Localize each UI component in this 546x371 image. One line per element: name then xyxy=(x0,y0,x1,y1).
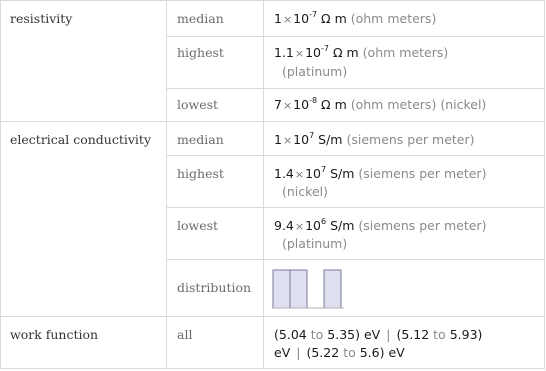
unit-description: (siemens per meter) xyxy=(358,218,487,233)
mantissa: 1.4 xyxy=(274,166,294,181)
range-high: 5.93 xyxy=(449,327,478,342)
unit: Ω m xyxy=(321,97,347,112)
distribution-histogram xyxy=(272,268,346,310)
sub-label-distribution: distribution xyxy=(177,280,252,295)
times-symbol: × xyxy=(294,47,305,60)
unit: Ω m xyxy=(332,45,359,60)
range-to: to xyxy=(310,327,324,342)
sub-label-lowest: lowest xyxy=(177,218,219,233)
base: 10 xyxy=(305,166,322,181)
row-divider xyxy=(166,36,545,37)
range-high: 5.6 xyxy=(359,345,380,360)
mantissa: 1.1 xyxy=(274,45,294,60)
sub-label-highest: highest xyxy=(177,166,224,181)
sub-label-highest: highest xyxy=(177,45,224,60)
exponent: -7 xyxy=(321,43,329,53)
times-symbol: × xyxy=(282,13,293,26)
table-border-bottom xyxy=(0,368,545,369)
table-border-left xyxy=(0,0,1,369)
exponent: -7 xyxy=(309,9,318,19)
range-to: to xyxy=(343,345,356,360)
conductivity-highest-note: (nickel) xyxy=(282,184,328,199)
table-border-right xyxy=(544,0,545,369)
range-low: 5.04 xyxy=(278,327,307,342)
times-symbol: × xyxy=(282,134,293,147)
histogram-bar xyxy=(290,270,307,308)
column-divider xyxy=(263,0,264,369)
base: 10 xyxy=(305,218,322,233)
resistivity-lowest-value xyxy=(274,96,486,114)
mantissa: 7 xyxy=(274,97,282,112)
exponent: 6 xyxy=(321,216,327,226)
histogram-bar xyxy=(273,270,290,308)
property-label-work-function: work function xyxy=(10,327,99,342)
conductivity-median-value xyxy=(274,131,475,149)
mantissa: 1 xyxy=(274,132,282,147)
range-unit: eV xyxy=(363,327,381,342)
row-divider xyxy=(166,207,545,208)
mantissa: 9.4 xyxy=(274,218,294,233)
group-divider xyxy=(0,121,545,122)
range-separator: | xyxy=(386,327,391,342)
conductivity-lowest-value xyxy=(274,217,486,235)
conductivity-lowest-note: (platinum) xyxy=(282,236,348,251)
property-label-electrical-conductivity: electrical conductivity xyxy=(10,132,152,147)
exponent: -8 xyxy=(309,95,318,105)
range-unit: eV xyxy=(388,345,405,360)
range-unit: eV xyxy=(274,345,291,360)
row-divider xyxy=(166,88,545,89)
exponent: 7 xyxy=(309,130,315,140)
base: 10 xyxy=(305,45,322,60)
unit: S/m xyxy=(330,218,355,233)
sub-label-lowest: lowest xyxy=(177,97,219,112)
unit: Ω m xyxy=(321,11,347,26)
times-symbol: × xyxy=(282,99,293,112)
base: 10 xyxy=(293,97,310,112)
unit-description: (siemens per meter) xyxy=(358,166,487,181)
sub-label-median: median xyxy=(177,132,224,147)
range-separator: | xyxy=(296,345,301,360)
work-function-range-line-2 xyxy=(274,344,405,361)
range-low: 5.22 xyxy=(311,345,340,360)
base: 10 xyxy=(293,11,310,26)
histogram-bar xyxy=(324,270,341,308)
column-divider xyxy=(166,0,167,369)
range-high: 5.35 xyxy=(327,327,356,342)
unit: S/m xyxy=(330,166,355,181)
unit-description: (ohm meters) xyxy=(350,11,437,26)
sub-label-all: all xyxy=(177,327,193,342)
range-to: to xyxy=(433,327,446,342)
resistivity-highest-value xyxy=(274,44,448,62)
row-divider xyxy=(166,259,545,260)
range-1: (5.04 to 5.35) eV xyxy=(274,327,381,342)
unit-description: (ohm meters) xyxy=(362,45,449,60)
exponent: 7 xyxy=(321,164,327,174)
range-3: (5.22 to 5.6) eV xyxy=(306,345,405,360)
range-low: 5.12 xyxy=(401,327,430,342)
times-symbol: × xyxy=(294,220,305,233)
property-label-resistivity: resistivity xyxy=(10,11,73,26)
range-2-start: (5.12 to 5.93) xyxy=(396,327,483,342)
mantissa: 1 xyxy=(274,11,282,26)
table-border-top xyxy=(0,0,545,1)
unit-description: (ohm meters) xyxy=(350,97,437,112)
conductivity-highest-value xyxy=(274,165,486,183)
resistivity-median-value xyxy=(274,10,436,28)
sub-label-median: median xyxy=(177,11,224,26)
base: 10 xyxy=(293,132,310,147)
work-function-range-line-1 xyxy=(274,326,482,343)
unit: S/m xyxy=(318,132,343,147)
row-divider xyxy=(166,155,545,156)
times-symbol: × xyxy=(294,168,305,181)
group-divider xyxy=(0,316,545,317)
unit-description: (siemens per meter) xyxy=(346,132,475,147)
resistivity-highest-note: (platinum) xyxy=(282,64,348,79)
note: (nickel) xyxy=(440,97,487,112)
